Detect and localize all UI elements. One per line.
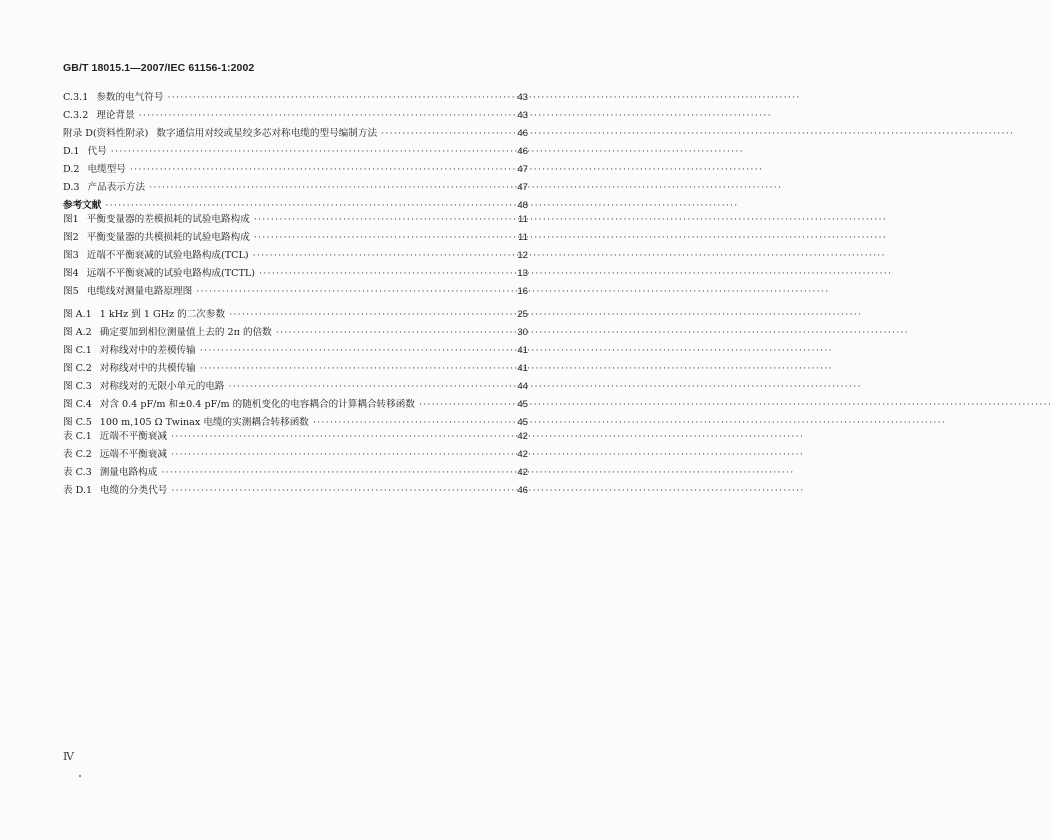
toc-entry-label: 图 C.5: [63, 417, 92, 428]
dot-leader: [200, 360, 510, 378]
toc-entry-title: 平衡变量器的共模损耗的试验电路构成: [86, 232, 250, 243]
toc-entry-title: 对含 0.4 pF/m 和±0.4 pF/m 的随机变化的电容耦合的计算耦合转移函数: [99, 399, 415, 410]
toc-entry-page: 42: [517, 449, 528, 460]
page-number: Ⅳ: [63, 750, 74, 763]
toc-entry-label: 表 C.1: [63, 431, 92, 442]
toc-entry[interactable]: [63, 446, 528, 464]
toc-entry-page: 47: [517, 182, 528, 193]
toc-entry-title: 理论背景: [96, 110, 135, 121]
toc-entry-title: 对称线对中的差模传输: [99, 345, 196, 356]
toc-entry-label: C.3.2: [63, 110, 89, 121]
toc-entry-title: 代号: [87, 146, 107, 157]
toc-entry[interactable]: [63, 396, 528, 414]
scan-speck: [79, 775, 81, 777]
toc-entry-label: 图 C.4: [63, 399, 92, 410]
toc-entry-label: 参考文献: [63, 200, 102, 211]
toc-annex-figures-list: [63, 306, 528, 432]
toc-entry[interactable]: [63, 211, 528, 229]
toc-contents-list: [63, 89, 528, 215]
toc-entry-title: 电缆线对测量电路原理图: [86, 286, 193, 297]
toc-entry-label: 图5: [63, 286, 79, 297]
toc-entry[interactable]: [63, 125, 528, 143]
toc-entry-label: 表 D.1: [63, 485, 93, 496]
toc-entry[interactable]: [63, 378, 528, 396]
toc-entry-label: D.1: [63, 146, 80, 157]
toc-entry-label: 图 A.1: [63, 309, 92, 320]
toc-entry[interactable]: [63, 482, 528, 500]
toc-entry-title: 近端不平衡衰减的试验电路构成(TCL): [86, 250, 249, 261]
toc-entry-page: 46: [517, 485, 528, 496]
toc-entry-page: 41: [517, 345, 528, 356]
toc-entry-label: 表 C.3: [63, 467, 92, 478]
toc-entry-page: 45: [517, 417, 528, 428]
toc-entry[interactable]: [63, 179, 528, 197]
toc-entry-title: 对称线对的无限小单元的电路: [99, 381, 225, 392]
dot-leader: [200, 342, 510, 360]
toc-entry-label: 图 A.2: [63, 327, 92, 338]
toc-entry-label: 图4: [63, 268, 79, 279]
toc-entry-title: 产品表示方法: [87, 182, 146, 193]
toc-entry-label: 图 C.1: [63, 345, 92, 356]
dot-leader: [419, 396, 510, 414]
dot-leader: [111, 143, 510, 161]
toc-entry-page: 11: [518, 232, 528, 243]
toc-entry[interactable]: [63, 360, 528, 378]
toc-entry-page: 45: [517, 399, 528, 410]
toc-entry-page: 46: [517, 146, 528, 157]
toc-entry-label: 图 C.2: [63, 363, 92, 374]
toc-entry[interactable]: [63, 107, 528, 125]
toc-entry-label: D.2: [63, 164, 80, 175]
dot-leader: [381, 125, 510, 143]
toc-entry-page: 16: [517, 286, 528, 297]
toc-entry-label: C.3.1: [63, 92, 89, 103]
dot-leader: [259, 265, 510, 283]
toc-entry-page: 48: [517, 200, 528, 211]
dot-leader: [276, 324, 510, 342]
standard-header: GB/T 18015.1—2007/IEC 61156-1:2002: [63, 62, 255, 74]
dot-leader: [130, 161, 510, 179]
dot-leader: [229, 306, 510, 324]
dot-leader: [139, 107, 510, 125]
dot-leader: [161, 464, 510, 482]
toc-entry-title: 电缆型号: [87, 164, 126, 175]
dot-leader: [254, 229, 510, 247]
toc-entry-page: 30: [517, 327, 528, 338]
toc-entry[interactable]: [63, 89, 528, 107]
toc-entry-label: 图 C.3: [63, 381, 92, 392]
toc-entry[interactable]: [63, 265, 528, 283]
toc-entry-title: 数字通信用对绞或星绞多芯对称电缆的型号编制方法: [156, 128, 378, 139]
toc-entry-page: 12: [517, 250, 528, 261]
toc-entry-label: 图3: [63, 250, 79, 261]
toc-entry-title: 测量电路构成: [99, 467, 158, 478]
toc-figures-list: [63, 211, 528, 301]
toc-entry-page: 11: [518, 214, 528, 225]
toc-entry-title: 1 kHz 到 1 GHz 的二次参数: [99, 309, 226, 320]
dot-leader: [171, 482, 510, 500]
toc-entry-title: 电缆的分类代号: [100, 485, 168, 496]
dot-leader: [196, 283, 510, 301]
dot-leader: [254, 211, 510, 229]
toc-entry-label: 表 C.2: [63, 449, 92, 460]
toc-entry[interactable]: [63, 283, 528, 301]
toc-entry[interactable]: [63, 342, 528, 360]
toc-entry-page: 42: [517, 467, 528, 478]
toc-entry-label: 附录 D(资料性附录): [63, 128, 149, 139]
dot-leader: [229, 378, 510, 396]
dot-leader: [253, 247, 510, 265]
toc-entry[interactable]: [63, 247, 528, 265]
toc-entry-title: 近端不平衡衰减: [99, 431, 167, 442]
toc-entry-title: 远端不平衡衰减: [99, 449, 167, 460]
toc-entry[interactable]: [63, 161, 528, 179]
toc-entry-page: 13: [517, 268, 528, 279]
toc-entry-title: 远端不平衡衰减的试验电路构成(TCTL): [86, 268, 256, 279]
toc-entry-page: 47: [517, 164, 528, 175]
toc-entry-title: 100 m,105 Ω Twinax 电缆的实测耦合转移函数: [99, 417, 309, 428]
toc-entry-page: 43: [517, 92, 528, 103]
dot-leader: [171, 428, 510, 446]
dot-leader: [171, 446, 510, 464]
toc-tables-list: [63, 428, 528, 500]
dot-leader: [149, 179, 510, 197]
toc-entry-page: 25: [517, 309, 528, 320]
toc-entry-title: 参数的电气符号: [96, 92, 164, 103]
toc-entry-title: 对称线对中的共模传输: [99, 363, 196, 374]
toc-entry-page: 42: [517, 431, 528, 442]
toc-entry-title: 确定要加到相位测量值上去的 2π 的倍数: [99, 327, 272, 338]
toc-entry[interactable]: [63, 428, 528, 446]
dot-leader: [167, 89, 510, 107]
toc-entry[interactable]: [63, 464, 528, 482]
toc-entry[interactable]: [63, 306, 528, 324]
toc-entry-label: D.3: [63, 182, 80, 193]
toc-entry-page: 44: [517, 381, 528, 392]
toc-entry[interactable]: [63, 143, 528, 161]
toc-entry-label: 图1: [63, 214, 79, 225]
toc-entry[interactable]: [63, 324, 528, 342]
toc-entry-label: 图2: [63, 232, 79, 243]
toc-entry-title: 平衡变量器的差模损耗的试验电路构成: [86, 214, 250, 225]
toc-entry-page: 41: [517, 363, 528, 374]
toc-entry-page: 46: [517, 128, 528, 139]
toc-entry[interactable]: [63, 229, 528, 247]
toc-entry-page: 43: [517, 110, 528, 121]
